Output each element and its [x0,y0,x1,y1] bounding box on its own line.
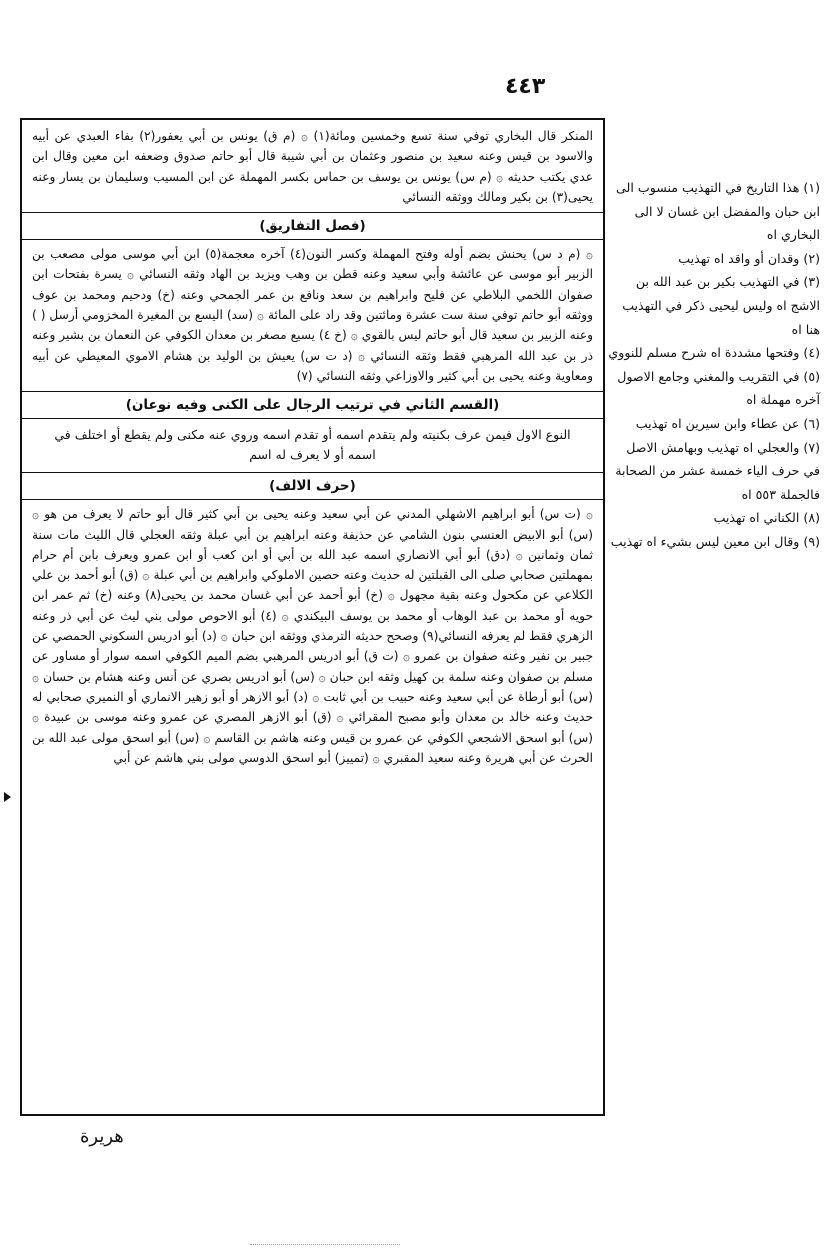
section-heading-tafariq: (فصل التفاريق) [22,212,603,240]
footnote: (٦) عن عطاء وابن سيرين اه تهذيب [635,415,820,431]
footnote: (٤) وفتحها مشددة اه شرح مسلم للنووي [608,345,820,361]
footnote: (٣) في التهذيب بكير بن عبد الله بن الاشج اه وليس ليحيى ذكر في التهذيب هنا اه [622,274,820,337]
paragraph-tafariq: ۞ (م د س) يحنش بضم أوله وفتح المهملة وكسر النون(٤) آخره معجمة(٥) ابن أبي موسى مولى مصعب بن الزبير أبو موسى عن عائشة وأبي سعيد وعنه قطن بن وهب ويزيد بن الهاد وثقه النسائي ۞ يسرة بفتحات ابن صفوان اللخمي البلاطي عن فليح وابراهيم بن سعد ونافع بن عمر الجمحي وعنه (خ) ودحيم ومحمد بن عوف ووثقه أبو حاتم توفي سنة ست عشرة ومائتين وقد راد على المائة ۞ (سد) اليسع بن المغيرة المخزومي أرسل ( ) وعنه الزبير بن سعيد قال أبو حاتم ليس بالقوي ۞ (خ ٤) يسيع مصغر بن معدان الكوفي عن النعمان بن بشير وعنه ذر بن عبد الله المرهبي فقط وثقه النسائي ۞ (د ت س) يعيش بن الوليد بن هشام الاموي المعيطي عن أبيه ومعاوية وعنه يحيى بن أبي كثير والاوزاعي وثقه النسائي (٧) [32,247,593,383]
footnote: (١) هذا التاريخ في التهذيب منسوب الى ابن حبان والمفضل ابن غسان لا الى البخاري اه [616,180,820,243]
footnote: (٨) الكناني اه تهذيب [713,510,820,526]
footnote: (٥) في التقريب والمغني وجامع الاصول آخره مهملة اه [617,368,820,408]
paragraph-nau-awwal: النوع الاول فيمن عرف بكنيته ولم يتقدم اسمه أو تقدم اسمه وروي عنه مكنى ولم يقطع أو اختلف في اسمه أو لا يعرف له اسم [54,427,571,463]
main-text-frame [20,118,605,1116]
paragraph-yunus: المنكر قال البخاري توفي سنة تسع وخمسين ومائة(١) ۞ (م ق) يونس بن أبي يعفور(٢) بفاء العبدي عن أبيه والاسود بن قيس وعنه سعيد بن منصور وعثمان بن أبي شيبة قال أبو حاتم صدوق وضعفه ابن معين وقال ابن عدي يكتب حديثه ۞ (م س) يونس بن يوسف بن حماس بكسر المهملة عن ابن المسيب وسليمان بن يسار وعنه يحيى(٣) بن بكير ومالك ووثقه النسائي [32,129,594,204]
footnote: (٧) والعجلي اه تهذيب وبهامش الاصل في حرف الياء خمسة عشر من الصحابة فالجملة ٥٥٣ اه [615,439,820,502]
section-heading-harf-alif: (حرف الالف) [22,472,603,500]
section-heading-kuna: (القسم الثاني في ترتيب الرجال على الكنى وفيه نوعان) [22,391,603,419]
edge-arrow-mark [4,792,11,802]
footnote: (٩) وقال ابن معين ليس بشيء اه تهذيب [610,533,820,549]
footnote: (٢) وقدان أو واقد اه تهذيب [678,250,820,266]
margin-footnotes [606,176,820,554]
catchword: هريرة [80,1126,124,1147]
paragraph-alif: ۞ (ت س) أبو ابراهيم الاشهلي المدني عن أبي سعيد وعنه يحيى بن أبي كثير قال أبو حاتم لا يعرف من هو ۞ (س) أبو الابيض العنسي بنون الشامي عن حذيفة وعنه ابراهيم بن أبي عبلة وثقه العجلي قال الليث مات سنة ثمان وثمانين ۞ (دق) أبو أبي الانصاري اسمه عبد الله بن أبي أو ابن كعب أو ابن عمرو ويعرف بابن أم حرام بمهملتين صحابي صلى الى القبلتين له حديث وعنه حصين الاملوكي وابراهيم بن أبي عبلة ۞ (ق) أبو أحمد بن علي الكلاعي عن مكحول وعنه بقية مجهول ۞ (خ) أبو أحمد عن أبي غسان محمد بن يحيى(٨) وعنه (خ) ثم عمر ابن حويه أو محمد بن عبد الوهاب أو محمد بن يوسف البيكندي ۞ (٤) أبو الاحوص مولى بني ليث عن أبي ذر وعنه الزهري فقط لم يعرفه النسائي(٩) وصحح حديثه الترمذي ووثقه ابن حبان ۞ (د) أبو ادريس السكوني الحمصي عن جبير بن نفير وعنه صفوان بن عمرو ۞ (ت ق) أبو ادريس المرهبي بضم الميم الكوفي اسمه سوار أو مساور عن مسلم بن صفوان وعنه سلمة بن كهيل وثقه ابن حبان ۞ (س) أبو ادريس بصري عن أنس وعنه هشام بن حسان ۞ (س) أبو أرطاة عن أبي سعيد وعنه حبيب بن أبي ثابت ۞ (د) أبو الازهر أو أبو زهير الانماري أو النميري صحابي له حديث وعنه خالد بن معدان وأبو مصبح المقرائي ۞ (ق) أبو الازهر المصري عن عمرو وعنه موسى بن عبيدة ۞ (س) أبو اسحق الاشجعي الكوفي عن عمرو بن قيس وعنه هاشم بن القاسم ۞ (س) أبو اسحق مولى عبد الله بن الحرث عن أبي هريرة وعنه سعيد المقبري ۞ (تمييز) أبو اسحق الدوسي مولى بني هاشم عن أبي [32,507,594,765]
scan-artifact [250,1244,400,1246]
page-number: ٤٤٣ [505,74,546,99]
